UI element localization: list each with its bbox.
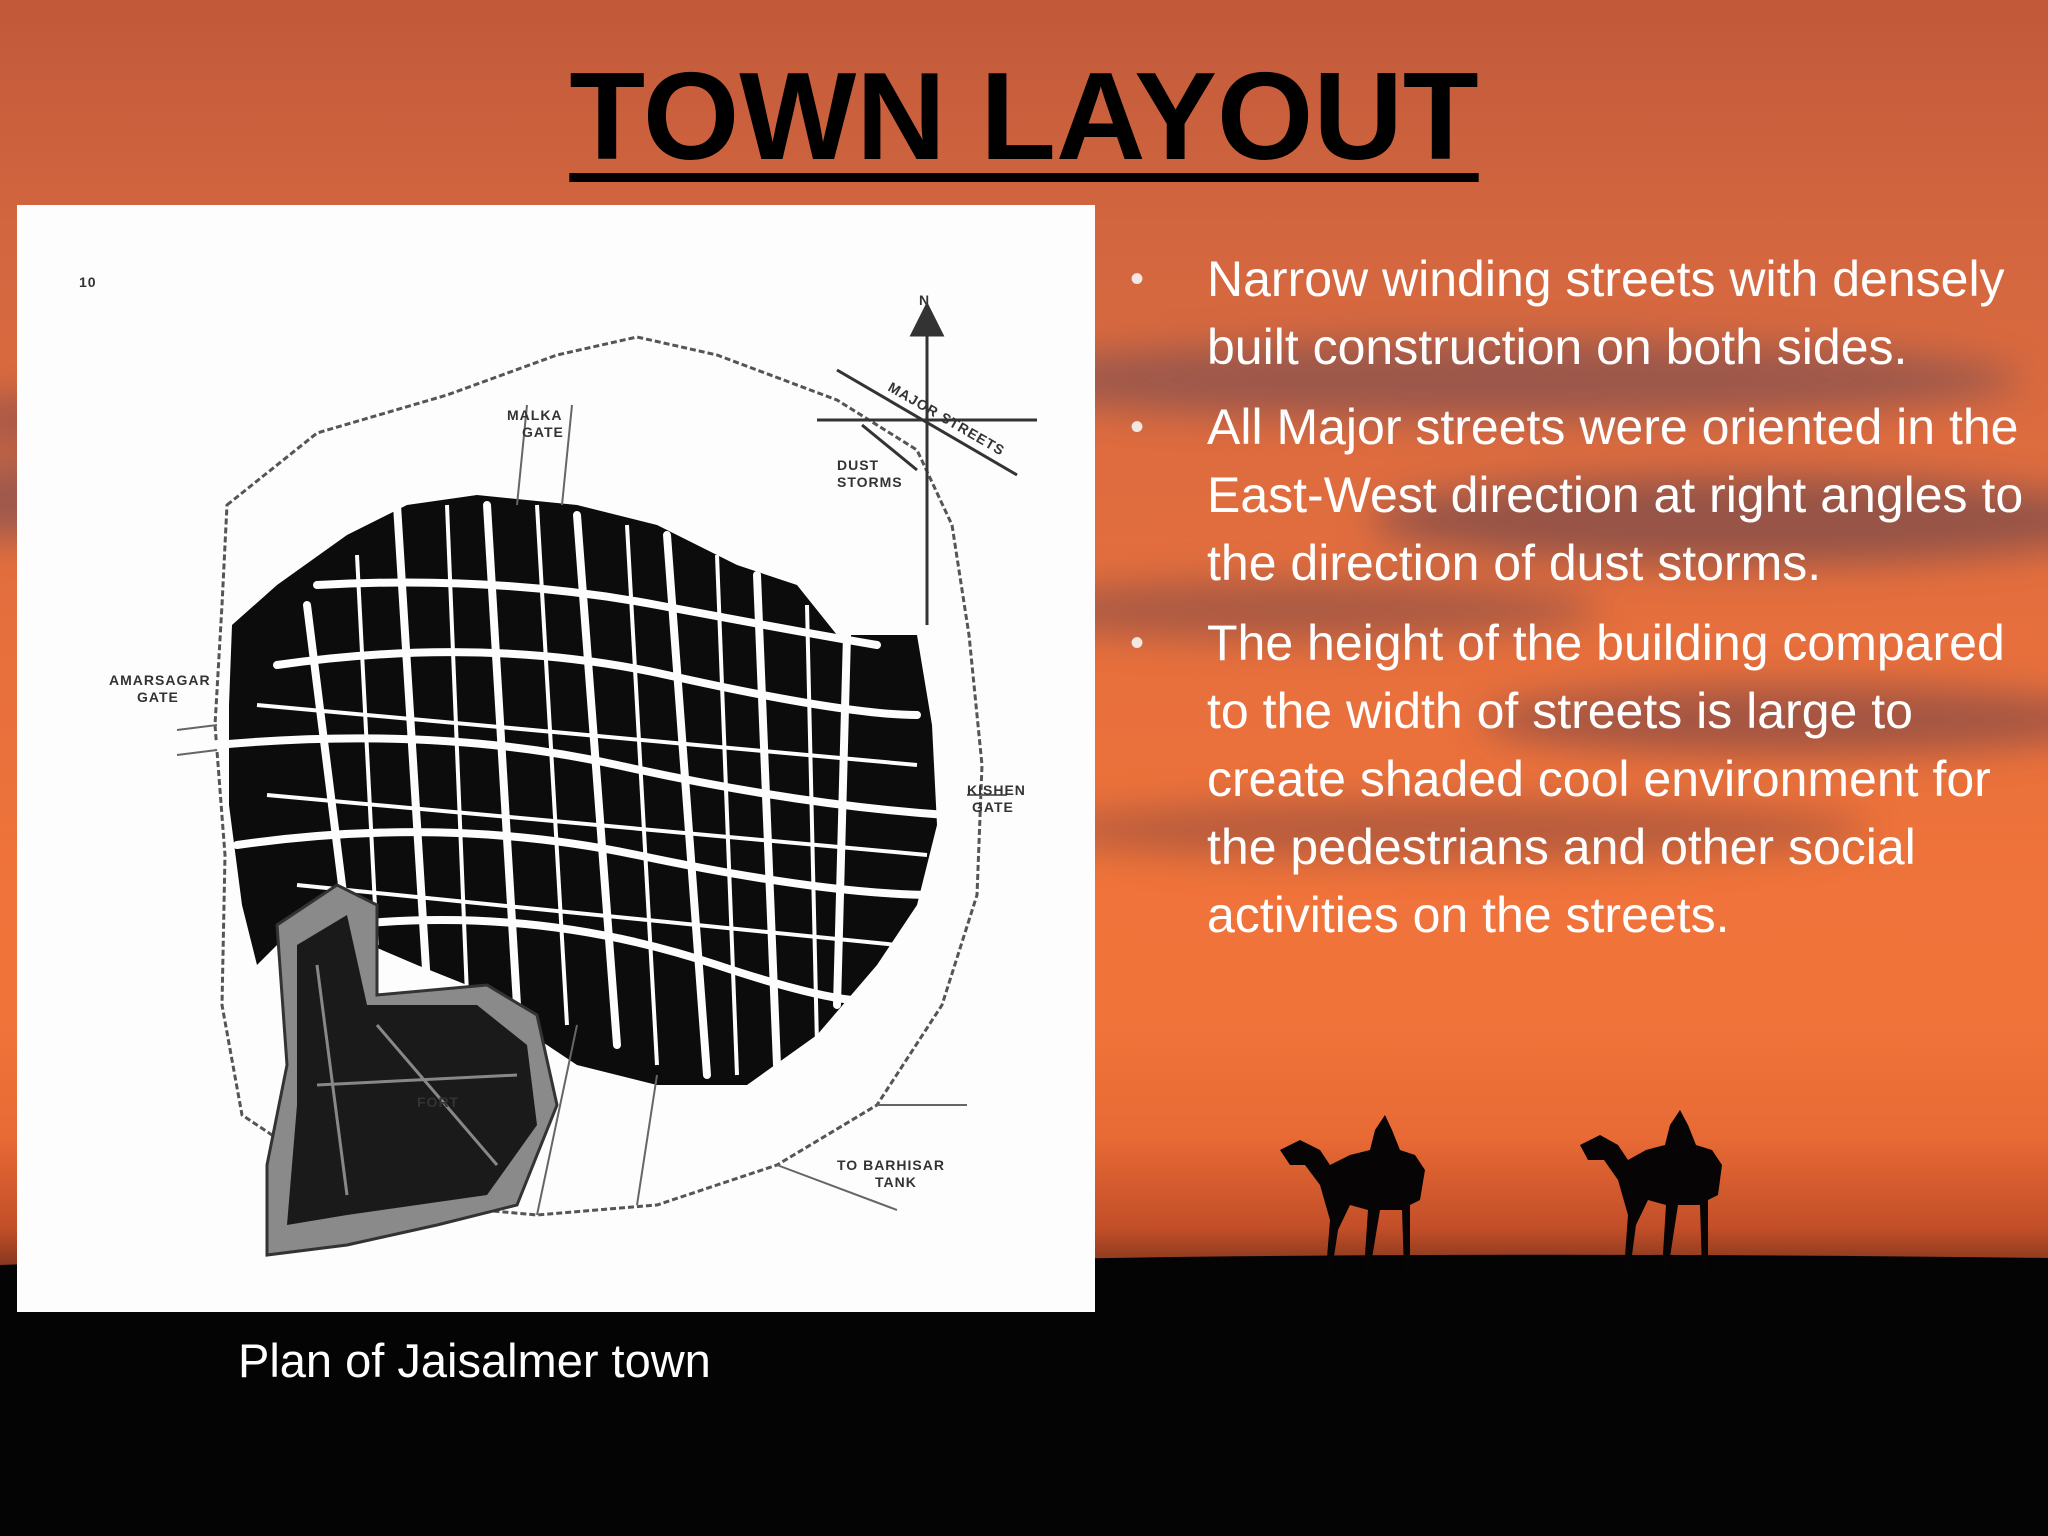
dust-storms-label-1: DUST [837, 457, 880, 473]
jaisalmer-town-plan-map [17, 205, 1095, 1312]
bullet-item-narrow-streets [1130, 245, 2030, 381]
camel-riders-silhouette [1260, 1110, 1780, 1280]
bullet-item-building-height [1130, 609, 2030, 949]
bullet-text: All Major streets were oriented in the East-West direction at right angles to the direction of dust storms. [1207, 399, 2024, 591]
map-caption: Plan of Jaisalmer town [238, 1334, 711, 1387]
bullet-item-street-orientation [1130, 393, 2030, 597]
barhisar-tank-label-1: TO BARHISAR [837, 1157, 945, 1173]
dust-storms-label-2: STORMS [837, 474, 903, 490]
fort-label: FORT [417, 1094, 460, 1110]
north-label: N [919, 292, 931, 308]
malka-gate-label-2: GATE [522, 424, 564, 440]
amarsagar-gate-label-2: GATE [137, 689, 179, 705]
bullet-marker: • [1130, 257, 1145, 301]
corner-mark: 10 [79, 274, 97, 290]
bullet-list [1130, 245, 2030, 961]
camel-rider-left [1280, 1115, 1425, 1270]
barhisar-tank-label-2: TANK [875, 1174, 917, 1190]
bullet-marker: • [1130, 621, 1145, 665]
kishen-gate-label-2: GATE [972, 799, 1014, 815]
bullet-marker: • [1130, 405, 1145, 449]
camel-rider-right [1580, 1110, 1722, 1270]
amarsagar-gate-label-1: AMARSAGAR [109, 672, 211, 688]
malka-gate-label-1: MALKA [507, 407, 563, 423]
major-streets-label: MAJOR STREETS [885, 378, 1008, 459]
kishen-gate-label-1: KISHEN [967, 782, 1026, 798]
bullet-text: The height of the building compared to the width of streets is large to create shaded cool environment for the pedestrians and other social activities on the streets. [1207, 615, 2005, 943]
bullet-text: Narrow winding streets with densely built construction on both sides. [1207, 251, 2005, 375]
page-title: TOWN LAYOUT [569, 48, 1479, 186]
